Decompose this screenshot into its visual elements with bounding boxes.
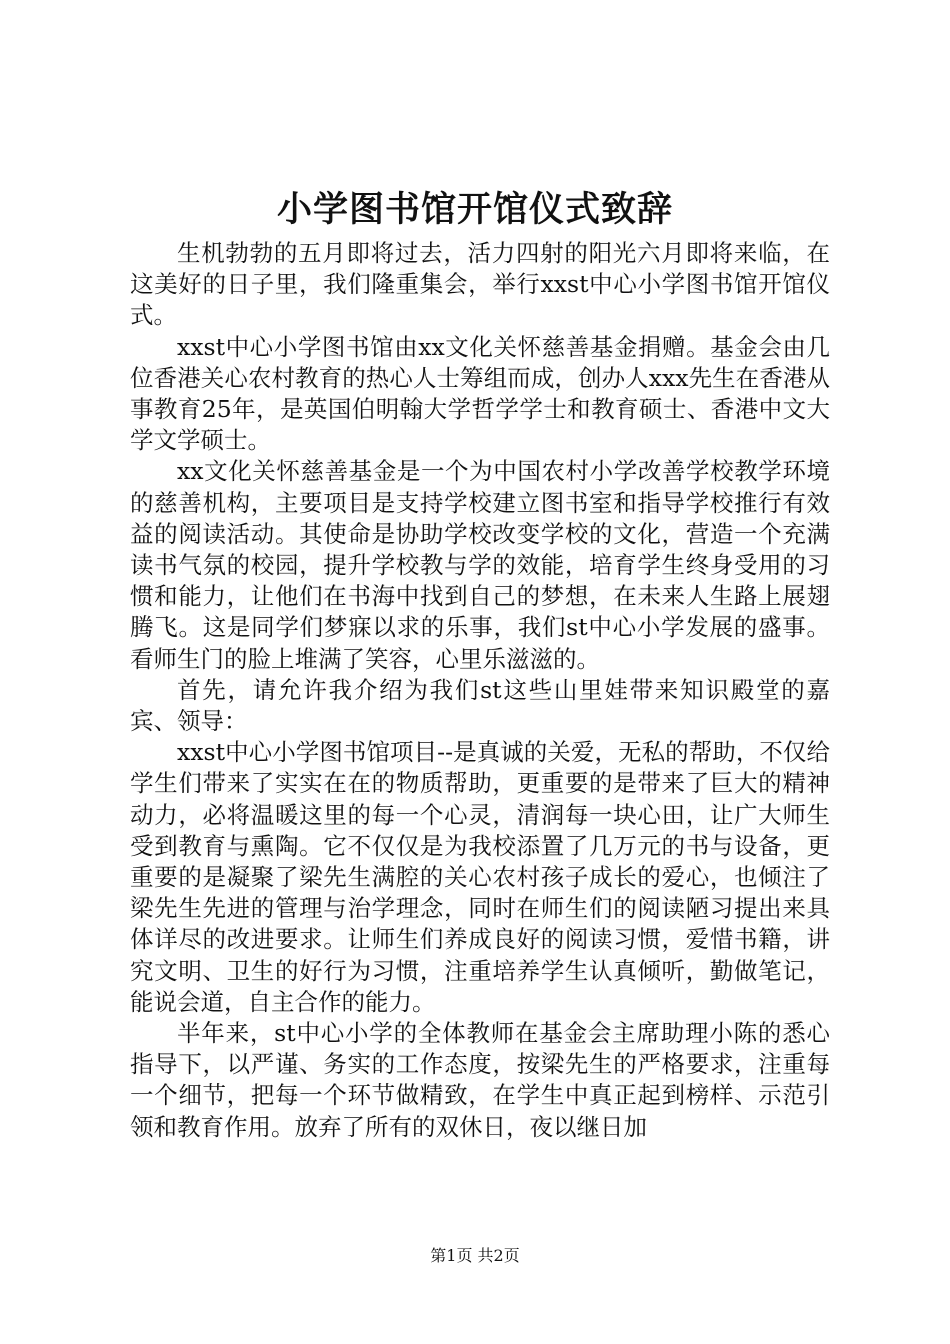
paragraph: 生机勃勃的五月即将过去，活力四射的阳光六月即将来临，在这美好的日子里，我们隆重集会，举行xxst中心小学图书馆开馆仪式。	[130, 239, 830, 330]
paragraph: 半年来，st中心小学的全体教师在基金会主席助理小陈的悉心指导下，以严谨、务实的工作态度，按梁先生的严格要求，注重每一个细节，把每一个环节做精致，在学生中真正起到榜样、示范引领和教育作用。放弃了所有的双休日，夜以继日加	[130, 1019, 830, 1141]
paragraph: 首先，请允许我介绍为我们st这些山里娃带来知识殿堂的嘉宾、领导：	[130, 675, 830, 736]
document-body	[130, 238, 830, 1143]
page-title: 小学图书馆开馆仪式致辞	[276, 189, 673, 230]
page-number-footer: 第1页 共2页	[430, 1246, 520, 1265]
paragraph: xxst中心小学图书馆项目--是真诚的关爱，无私的帮助，不仅给学生们带来了实实在在的物质帮助，更重要的是带来了巨大的精神动力，必将温暖这里的每一个心灵，清润每一块心田，让广大师生受到教育与熏陶。它不仅仅是为我校添置了几万元的书与设备，更重要的是凝聚了梁先生满腔的关心农村孩子成长的爱心，也倾注了梁先生先进的管理与治学理念，同时在师生们的阅读陋习提出来具体详尽的改进要求。让师生们养成良好的阅读习惯，爱惜书籍，讲究文明、卫生的好行为习惯，注重培养学生认真倾听，勤做笔记，能说会道，自主合作的能力。	[130, 738, 830, 1016]
paragraph: xx文化关怀慈善基金是一个为中国农村小学改善学校教学环境的慈善机构，主要项目是支持学校建立图书室和指导学校推行有效益的阅读活动。其使命是协助学校改变学校的文化，营造一个充满读书气氛的校园，提升学校教与学的效能，培育学生终身受用的习惯和能力，让他们在书海中找到自己的梦想，在未来人生路上展翅腾飞。这是同学们梦寐以求的乐事，我们st中心小学发展的盛事。看师生门的脸上堆满了笑容，心里乐滋滋的。	[130, 457, 830, 673]
paragraph: xxst中心小学图书馆由xx文化关怀慈善基金捐赠。基金会由几位香港关心农村教育的热心人士筹组而成，创办人xxx先生在香港从事教育25年，是英国伯明翰大学哲学学士和教育硕士、香港中文大学文学硕士。	[130, 332, 830, 455]
